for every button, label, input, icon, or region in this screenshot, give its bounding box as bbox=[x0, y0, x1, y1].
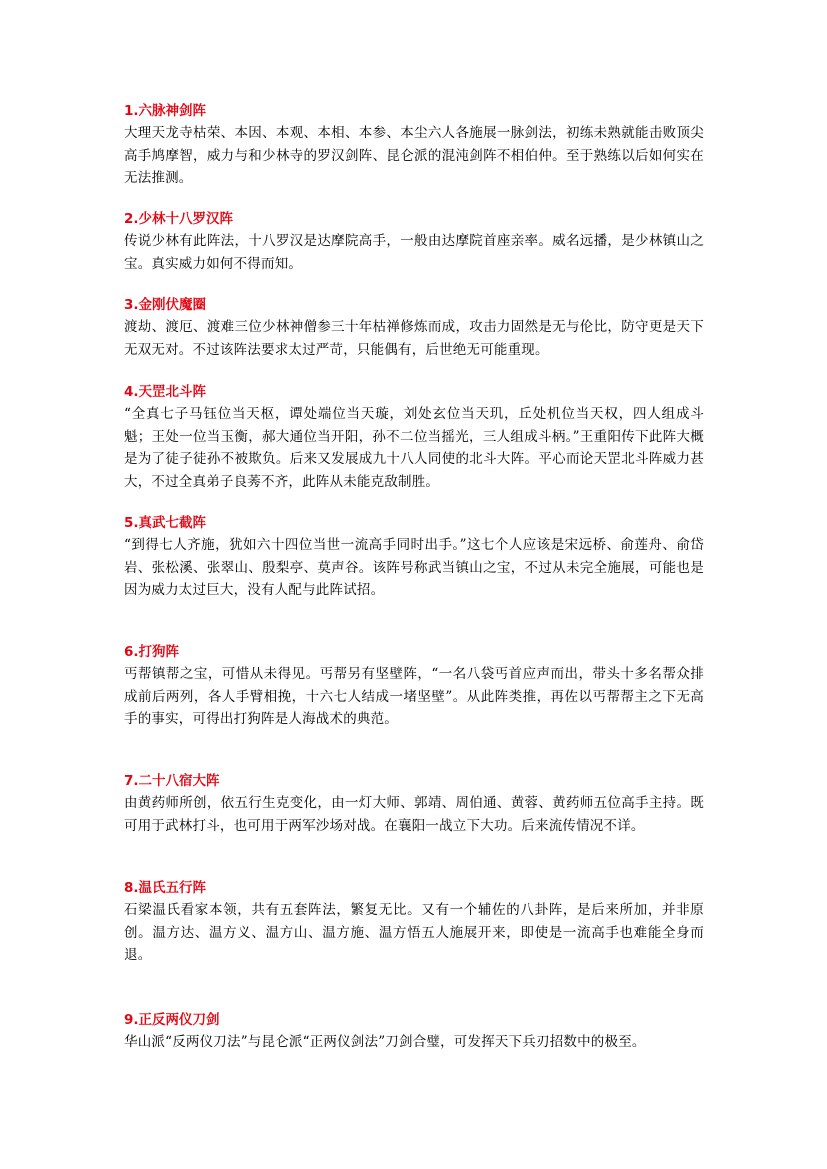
section-7 bbox=[124, 770, 704, 837]
section-title: 7.二十八宿大阵 bbox=[124, 773, 220, 789]
section-body: 传说少林有此阵法，十八罗汉是达摩院高手，一般由达摩院首座亲率。威名远播，是少林镇山之宝。真实威力如何不得而知。 bbox=[124, 233, 704, 272]
section-2 bbox=[124, 208, 704, 275]
section-body: 由黄药师所创，依五行生克变化，由一灯大师、郭靖、周伯通、黄蓉、黄药师五位高手主持。既可用于武林打斗，也可用于两军沙场对战。在襄阳一战立下大功。后来流传情况不详。 bbox=[124, 795, 704, 834]
section-9 bbox=[124, 1009, 704, 1054]
section-5 bbox=[124, 512, 704, 602]
section-title: 2.少林十八罗汉阵 bbox=[124, 211, 234, 227]
section-title: 8.温氏五行阵 bbox=[124, 880, 207, 896]
section-body: “到得七人齐施，犹如六十四位当世一流高手同时出手。”这七个人应该是宋远桥、俞莲舟、俞岱岩、张松溪、张翠山、殷梨亭、莫声谷。该阵号称武当镇山之宝，不过从未完全施展，可能也是因为威力太过巨大，没有人配与此阵试招。 bbox=[124, 537, 704, 598]
section-body: 大理天龙寺枯荣、本因、本观、本相、本参、本尘六人各施展一脉剑法，初练未熟就能击败顶尖高手鸠摩智，威力与和少林寺的罗汉剑阵、昆仑派的混沌剑阵不相伯仲。至于熟练以后如何实在无法推测。 bbox=[124, 125, 704, 186]
section-1 bbox=[124, 100, 704, 190]
section-title: 3.金刚伏魔圈 bbox=[124, 297, 207, 313]
section-body: 石梁温氏看家本领，共有五套阵法，繁复无比。又有一个辅佐的八卦阵，是后来所加，并非原创。温方达、温方义、温方山、温方施、温方悟五人施展开来，即使是一流高手也难能全身而退。 bbox=[124, 902, 704, 963]
section-body: 华山派“反两仪刀法”与昆仑派“正两仪剑法”刀剑合璧，可发挥天下兵刃招数中的极至。 bbox=[124, 1034, 646, 1050]
section-title: 6.打狗阵 bbox=[124, 644, 180, 660]
section-4 bbox=[124, 381, 704, 493]
section-title: 5.真武七截阵 bbox=[124, 515, 207, 531]
section-8 bbox=[124, 877, 704, 967]
section-3 bbox=[124, 294, 704, 361]
section-6 bbox=[124, 641, 704, 731]
section-title: 9.正反两仪刀剑 bbox=[124, 1012, 220, 1028]
section-body: “全真七子马钰位当天枢，谭处端位当天璇，刘处玄位当天玑，丘处机位当天权，四人组成斗魁；王处一位当玉衡，郝大通位当开阳，孙不二位当摇光，三人组成斗柄。”王重阳传下此阵大概是为了徒子徒孙不被欺负。后来又发展成九十八人同使的北斗大阵。平心而论天罡北斗阵威力甚大，不过全真弟子良莠不齐，此阵从未能克敌制胜。 bbox=[124, 406, 704, 490]
section-title: 4.天罡北斗阵 bbox=[124, 384, 207, 400]
section-body: 渡劫、渡厄、渡难三位少林神僧参三十年枯禅修炼而成，攻击力固然是无与伦比，防守更是天下无双无对。不过该阵法要求太过严苛，只能偶有，后世绝无可能重现。 bbox=[124, 319, 704, 358]
section-body: 丐帮镇帮之宝，可惜从未得见。丐帮另有坚壁阵，“一名八袋丐首应声而出，带头十多名帮众排成前后两列，各人手臂相挽，十六七人结成一堵坚壁”。从此阵类推，再佐以丐帮帮主之下无高手的事实，可得出打狗阵是人海战术的典范。 bbox=[124, 666, 704, 727]
section-title: 1.六脉神剑阵 bbox=[124, 103, 207, 119]
